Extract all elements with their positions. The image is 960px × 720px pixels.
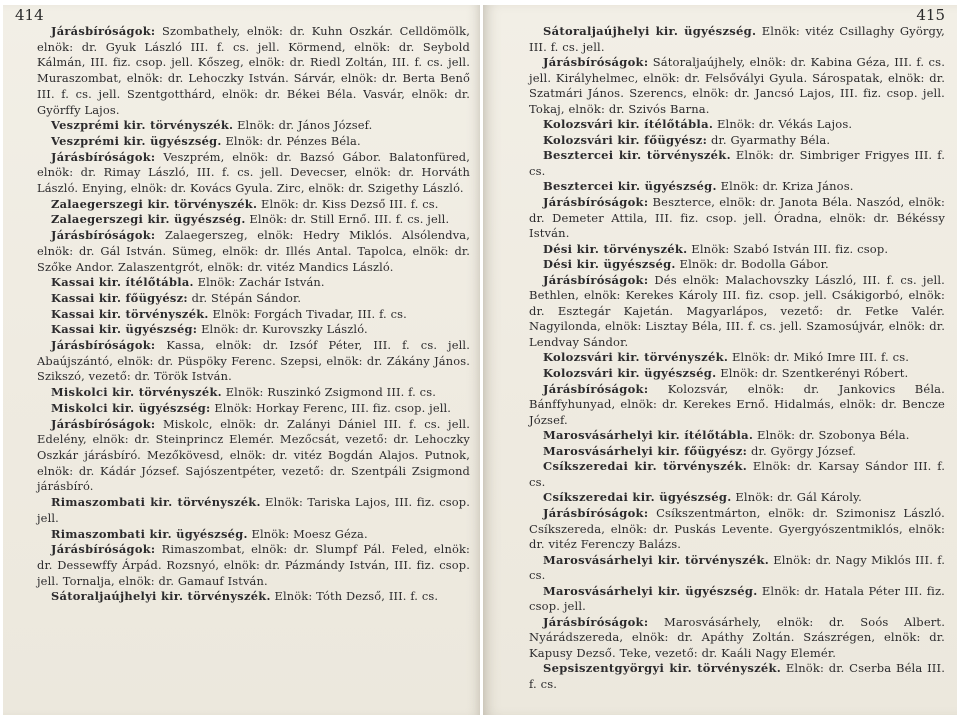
- right-page: [483, 5, 957, 715]
- entry-text: Elnök: Ruszinkó Zsigmond III. f. cs.: [225, 385, 436, 400]
- entry: [529, 24, 945, 55]
- entry: [529, 584, 945, 615]
- entry: [37, 401, 470, 417]
- entry-text: Elnök: Tóth Dezső, III. f. cs.: [274, 589, 439, 604]
- entry: [37, 212, 470, 228]
- entry-text: Elnök: dr. Kriza János.: [720, 179, 854, 194]
- entry: [529, 490, 945, 506]
- entry-heading: Járásbíróságok:: [51, 542, 156, 557]
- entry-heading: Besztercei kir. törvényszék.: [543, 148, 731, 163]
- entry-text: Kassa, elnök: dr. Izsóf Péter, III. f. cs. jell. Abaújszántó, elnök: dr. Püspöky Ferenc. Szepsi, elnök: dr. Zákány János. Szikszó, vezető: dr. Török István.: [37, 338, 470, 384]
- entry-text: Beszterce, elnök: dr. Janota Béla. Naszód, elnök: dr. Demeter Attila, III. fiz. csop. jell. Óradna, elnök: dr. Békéssy István.: [529, 195, 945, 241]
- entry-text: Elnök: Horkay Ferenc, III. fiz. csop. jell.: [214, 400, 452, 415]
- entry: [37, 589, 470, 605]
- entry: [529, 117, 945, 133]
- entry: [529, 242, 945, 258]
- entry-heading: Járásbíróságok:: [543, 55, 649, 70]
- entry-heading: Járásbíróságok:: [51, 149, 156, 164]
- entry-heading: Járásbíróságok:: [543, 195, 649, 210]
- entry-heading: Zalaegerszegi kir. ügyészség.: [51, 212, 246, 227]
- entry: [529, 506, 945, 553]
- entry-text: Elnök: dr. Simbriger Frigyes III. f. cs.: [529, 148, 945, 178]
- entry-text: Marosvásárhely, elnök: dr. Soós Albert. Nyárádszereda, elnök: dr. Apáthy Zoltán. Szászrégen, elnök: dr. Kapusy Dezső. Teke, vezető: dr. Kaáli Nagy Elemér.: [529, 614, 945, 660]
- entry-heading: Marosvásárhelyi kir. ügyészség.: [543, 583, 758, 598]
- entry-heading: Kolozsvári kir. ítélőtábla.: [543, 117, 714, 132]
- entry: [37, 197, 470, 213]
- entry-heading: Kolozsvári kir. törvényszék.: [543, 350, 729, 365]
- entry-text: dr. Stépán Sándor.: [191, 290, 302, 305]
- entry-text: Elnök: dr. János József.: [237, 118, 373, 133]
- entry: [529, 273, 945, 351]
- entry-heading: Miskolci kir. ügyészség:: [51, 400, 211, 415]
- entry-text: Elnök: dr. Pénzes Béla.: [225, 133, 361, 148]
- entry-text: Elnök: Szabó István III. fiz. csop.: [691, 241, 889, 256]
- entry-text: Elnök: dr. Gál Károly.: [735, 490, 862, 505]
- entry: [529, 459, 945, 490]
- entry-heading: Zalaegerszegi kir. törvényszék.: [51, 196, 258, 211]
- left-page: [3, 5, 480, 715]
- entry: [37, 291, 470, 307]
- entry-heading: Kassai kir. törvényszék.: [51, 306, 209, 321]
- entry-heading: Marosvásárhelyi kir. ítélőtábla.: [543, 428, 754, 443]
- entry-text: Miskolc, elnök: dr. Zalányi Dániel III. f. cs. jell. Edelény, elnök: dr. Steinprincz Elemér. Mezőcsát, vezető: dr. Lehoczky Oszkár járásbíró. Mezőkövesd, elnök: dr. vitéz Bogdán Alajos. Putnok, elnök: dr. Kádár József. Sajószentpéter, vezető: dr. Szentpáli Zsigmond járásbíró.: [37, 416, 470, 494]
- entry-text: Elnök: dr. Bodolla Gábor.: [679, 257, 829, 272]
- entry: [529, 350, 945, 366]
- entry-text: Elnök: dr. Szentkerényi Róbert.: [720, 366, 909, 381]
- entry-text: Elnök: dr. Cserba Béla III. f. cs.: [529, 661, 946, 691]
- entry-text: dr. György József.: [751, 443, 857, 458]
- entry-heading: Marosvásárhelyi kir. főügyész:: [543, 443, 748, 458]
- entry-heading: Járásbíróságok:: [543, 272, 649, 287]
- entry-heading: Marosvásárhelyi kir. törvényszék.: [543, 552, 770, 567]
- entry: [37, 322, 470, 338]
- entry: [37, 275, 470, 291]
- entry-heading: Miskolci kir. törvényszék.: [51, 385, 222, 400]
- entry-heading: Csíkszeredai kir. ügyészség.: [543, 490, 732, 505]
- entry-heading: Kolozsvári kir. főügyész:: [543, 132, 708, 147]
- entry-text: Elnök: dr. Hatala Péter III. fiz. csop. jell.: [529, 583, 945, 614]
- entry-text: Elnök: dr. Mikó Imre III. f. cs.: [731, 350, 910, 365]
- entry: [37, 338, 470, 385]
- entry: [529, 382, 945, 429]
- left-entries: [37, 24, 470, 605]
- entry-heading: Besztercei kir. ügyészség.: [543, 179, 717, 194]
- entry-text: Rimaszombat, elnök: dr. Slumpf Pál. Feled, elnök: dr. Dessewffy Árpád. Rozsnyó, elnök: dr. Pázmándy István, III. fiz. csop. jell. Tornalja, elnök: dr. Gamauf István.: [37, 542, 470, 588]
- entry-heading: Dési kir. ügyészség.: [543, 257, 676, 272]
- entry: [529, 257, 945, 273]
- entry: [37, 228, 470, 275]
- entry-text: Elnök: dr. Kurovszky László.: [201, 322, 368, 337]
- entry-heading: Kolozsvári kir. ügyészség.: [543, 366, 717, 381]
- entry-text: Elnök: Forgách Tivadar, III. f. cs.: [212, 306, 407, 321]
- entry-text: Elnök: Tariska Lajos, III. fiz. csop. jell.: [37, 495, 471, 525]
- entry-text: Zalaegerszeg, elnök: Hedry Miklós. Alsólendva, elnök: dr. Gál István. Sümeg, elnök: dr. Illés Antal. Tapolca, elnök: dr. Szőke Andor. Zalaszentgrót, elnök: dr. vitéz Mandics László.: [37, 228, 470, 274]
- entry: [37, 385, 470, 401]
- entry-heading: Járásbíróságok:: [51, 24, 156, 38]
- entry: [529, 661, 945, 692]
- entry-text: Dés elnök: Malachovszky László, III. f. cs. jell. Bethlen, elnök: Kerekes Károly III. fiz. csop. jell. Csákigorbó, elnök: dr. Esztegár Kajetán. Magyarlápos, vezető: dr. Fetke Valér. Nagyilonda, elnök: Lisztay Béla, III. f. cs. jell. Szamosújvár, elnök: dr. Lendvay Sándor.: [529, 272, 945, 349]
- entry-heading: Járásbíróságok:: [51, 416, 156, 431]
- entry: [37, 495, 470, 526]
- entry-heading: Sátoraljaújhelyi kir. ügyészség.: [543, 24, 757, 38]
- entry: [529, 366, 945, 382]
- entry-heading: Járásbíróságok:: [543, 381, 649, 396]
- entry: [529, 444, 945, 460]
- entry-text: Elnök: Moesz Géza.: [251, 526, 368, 541]
- entry: [37, 134, 470, 150]
- entry: [37, 24, 470, 118]
- entry: [529, 195, 945, 242]
- entry-heading: Kassai kir. főügyész:: [51, 290, 188, 305]
- entry-text: Szombathely, elnök: dr. Kuhn Oszkár. Celldömölk, elnök: dr. Gyuk László III. f. cs. jell. Körmend, elnök: dr. Seybold Kálmán, III. fiz. csop. jell. Kőszeg, elnök: dr. Riedl Zoltán, III. f. cs. jell. Muraszombat, elnök: dr. Lehoczky István. Sárvár, elnök: dr. Berta Benő III. f. cs. jell. Szentgotthárd, elnök: dr. Békei Béla. Vasvár, elnök: dr. Györffy Lajos.: [37, 24, 470, 117]
- entry: [529, 553, 945, 584]
- entry: [529, 615, 945, 662]
- entry-text: Elnök: vitéz Csillaghy György, III. f. cs. jell.: [529, 24, 945, 54]
- entry-text: Elnök: Zachár István.: [197, 275, 325, 290]
- entry-text: Csíkszentmárton, elnök: dr. Szimonisz László. Csíkszereda, elnök: dr. Puskás Levente. Gyergyószentmiklós, elnök: dr. vitéz Ferenczy Balázs.: [529, 505, 945, 552]
- entry-text: Elnök: dr. Karsay Sándor III. f. cs.: [529, 459, 946, 489]
- entry: [529, 148, 945, 179]
- entry-text: dr. Gyarmathy Béla.: [710, 132, 831, 147]
- entry-heading: Kassai kir. ítélőtábla.: [51, 275, 194, 290]
- entry-heading: Sátoraljaújhelyi kir. törvényszék.: [51, 589, 271, 604]
- entry: [529, 55, 945, 117]
- entry-text: Elnök: dr. Nagy Miklós III. f. cs.: [529, 552, 946, 583]
- entry: [529, 133, 945, 149]
- entry-heading: Dési kir. törvényszék.: [543, 241, 688, 256]
- entry-heading: Rimaszombati kir. ügyészség.: [51, 526, 248, 541]
- entry-heading: Járásbíróságok:: [51, 338, 156, 353]
- entry-heading: Sepsiszentgyörgyi kir. törvényszék.: [543, 661, 782, 676]
- entry: [37, 118, 470, 134]
- entry-heading: Csíkszeredai kir. törvényszék.: [543, 459, 748, 474]
- entry-text: Elnök: dr. Szobonya Béla.: [757, 428, 910, 443]
- right-entries: [529, 24, 945, 693]
- entry-text: Veszprém, elnök: dr. Bazsó Gábor. Balatonfüred, elnök: dr. Rimay László, III. f. cs. jell. Devecser, elnök: dr. Horváth László. Enying, elnök: dr. Kovács Gyula. Zirc, elnök: dr. Szigethy László.: [37, 149, 470, 196]
- entry-heading: Járásbíróságok:: [51, 228, 156, 243]
- entry-text: Elnök: dr. Vékás Lajos.: [716, 117, 853, 132]
- entry: [37, 527, 470, 543]
- entry-heading: Járásbíróságok:: [543, 614, 649, 629]
- entry-heading: Kassai kir. ügyészség:: [51, 322, 198, 337]
- entry: [37, 150, 470, 197]
- entry: [529, 179, 945, 195]
- page-number-right: 415: [916, 6, 945, 24]
- entry-heading: Veszprémi kir. ügyészség.: [51, 133, 222, 148]
- entry-text: Elnök: dr. Still Ernő. III. f. cs. jell.: [249, 212, 450, 227]
- entry: [37, 542, 470, 589]
- entry-text: Sátoraljaújhely, elnök: dr. Kabina Géza, III. f. cs. jell. Királyhelmec, elnök: dr. Felsővályi Gyula. Sárospatak, elnök: dr. Szatmári János. Szerencs, elnök: dr. Jancsó Lajos, III. fiz. csop. jell. Tokaj, elnök: dr. Szivós Barna.: [529, 55, 945, 116]
- entry-text: Elnök: dr. Kiss Dezső III. f. cs.: [261, 196, 439, 211]
- entry-heading: Veszprémi kir. törvényszék.: [51, 118, 234, 133]
- entry-heading: Járásbíróságok:: [543, 505, 649, 520]
- page-number-left: 414: [15, 6, 44, 24]
- entry: [37, 417, 470, 496]
- entry: [37, 307, 470, 323]
- entry-heading: Rimaszombati kir. törvényszék.: [51, 495, 261, 510]
- entry: [529, 428, 945, 444]
- entry-text: Kolozsvár, elnök: dr. Jankovics Béla. Bánffyhunyad, elnök: dr. Kerekes Ernő. Hidalmás, elnök: dr. Bencze József.: [529, 381, 945, 427]
